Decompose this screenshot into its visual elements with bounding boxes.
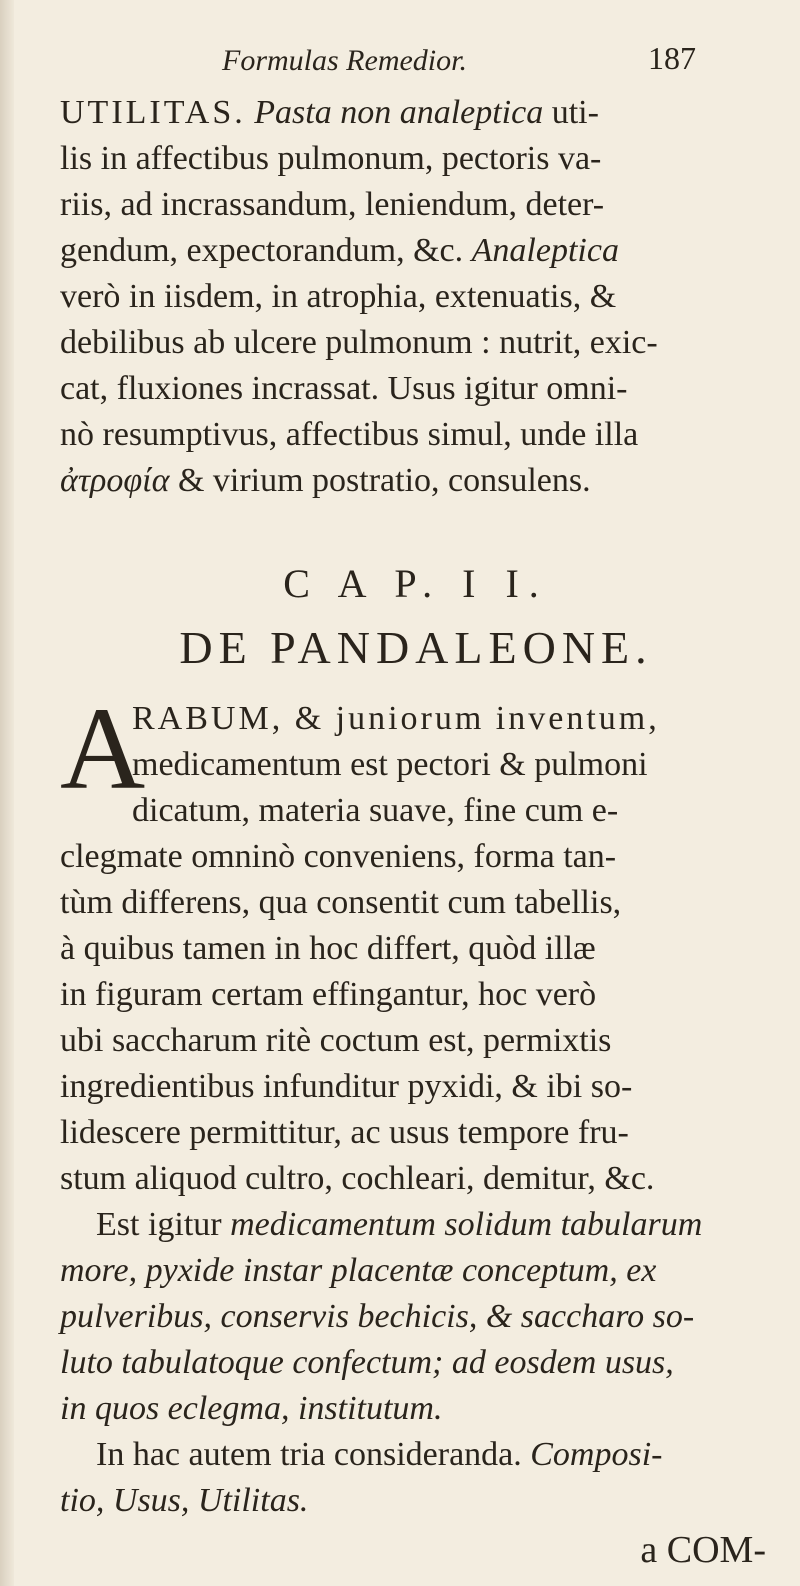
text-line: uti- [543,94,599,131]
text-line: gendum, expectorandum, &c. [60,232,472,269]
main-paragraph [60,683,772,1524]
intro-paragraph [60,90,772,504]
running-head-title: Formulas Remedior. [222,44,467,77]
italic-text: medicamentum solidum tabularum [230,1206,703,1243]
greek-word: ἀτροφία [60,462,170,499]
text-line: tùm differens, qua consentit cum tabellis, [60,884,622,921]
page-number: 187 [648,40,696,76]
italic-line: more, pyxide instar placentæ conceptum, ex [60,1252,657,1289]
italic-line: pulveribus, conservis bechicis, & saccharo so- [60,1298,695,1335]
text-line: in figuram certam effingantur, hoc verò [60,976,597,1013]
text-line: dicatum, materia suave, fine cum e- [132,792,619,829]
lead-italic: Pasta non analeptica [254,94,544,131]
text-line: RABUM, & juniorum inventum, [132,700,660,737]
text-line: riis, ad incrassandum, leniendum, deter- [60,186,605,223]
book-page [60,40,772,1572]
text-line: lis in affectibus pulmonum, pectoris va- [60,140,602,177]
text-line: lidescere permittitur, ac usus tempore fru- [60,1114,629,1151]
italic-line: in quos eclegma, institutum. [60,1390,443,1427]
catchword: a COM- [640,1529,766,1571]
italic-text: Composi- [530,1436,663,1473]
chapter-label: C A P. I I. [283,561,549,606]
text-line: clegmate omninò conveniens, forma tan- [60,838,617,875]
text-line: à quibus tamen in hoc differt, quòd illæ [60,930,596,967]
text-line: & virium postratio, consulens. [169,462,591,499]
running-head [60,40,772,90]
text-line: Est igitur [96,1206,231,1243]
page-edge [0,0,14,1586]
lead-word: UTILITAS. [60,94,246,131]
italic-line: tio, Usus, Utilitas. [60,1482,309,1519]
text-line: debilibus ab ulcere pulmonum : nutrit, exic- [60,324,658,361]
text-line: stum aliquod cultro, cochleari, demitur, &c. [60,1160,655,1197]
chapter-title: DE PANDALEONE. [179,622,653,673]
italic-term: Analeptica [471,232,619,269]
text-line: cat, fluxiones incrassat. Usus igitur omni- [60,370,628,407]
text-line: ingredientibus infunditur pyxidi, & ibi so- [60,1068,633,1105]
italic-line: luto tabulatoque confectum; ad eosdem usus, [60,1344,674,1381]
drop-capital: A [60,683,146,814]
text-line: ubi saccharum ritè coctum est, permixtis [60,1022,612,1059]
text-line: nò resumptivus, affectibus simul, unde illa [60,416,639,453]
text-line: In hac autem tria consideranda. [96,1436,531,1473]
text-line: medicamentum est pectori & pulmoni [132,746,648,783]
text-line: verò in iisdem, in atrophia, extenuatis, & [60,278,617,315]
